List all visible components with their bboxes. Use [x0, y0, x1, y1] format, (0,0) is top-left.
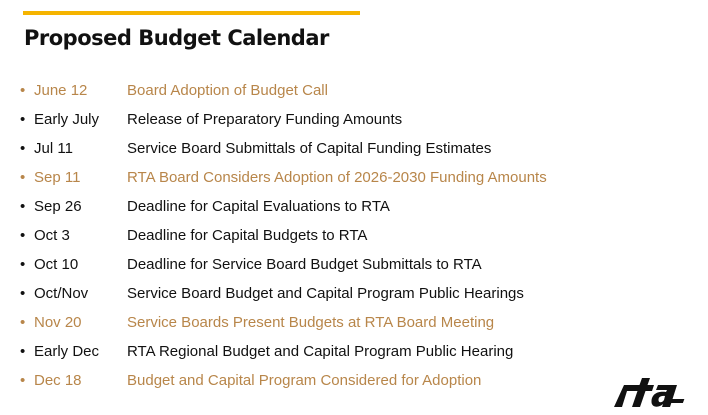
- logo-stroke: [669, 399, 684, 403]
- logo-letter-a: [651, 385, 677, 407]
- bullet-icon: •: [20, 140, 26, 157]
- calendar-date: Oct 3: [34, 227, 70, 244]
- calendar-event: Deadline for Capital Evaluations to RTA: [127, 198, 390, 215]
- calendar-item: [20, 221, 547, 250]
- calendar-date: June 12: [34, 82, 88, 99]
- bullet-icon: •: [20, 343, 26, 360]
- title-accent-bar: [23, 11, 360, 15]
- bullet-icon: •: [20, 169, 26, 186]
- calendar-date: Early July: [34, 111, 100, 128]
- calendar-date: Sep 26: [34, 198, 82, 215]
- calendar-item: [20, 76, 547, 105]
- bullet-icon: •: [20, 111, 26, 128]
- calendar-event: Service Board Budget and Capital Program Public Hearings: [127, 285, 524, 302]
- page-title: Proposed Budget Calendar: [24, 26, 329, 50]
- calendar-item: [20, 279, 547, 308]
- rta-logo-icon: [614, 378, 694, 408]
- calendar-item: [20, 134, 547, 163]
- calendar-item: [20, 337, 547, 366]
- bullet-icon: •: [20, 285, 26, 302]
- calendar-event: RTA Regional Budget and Capital Program Public Hearing: [127, 343, 514, 360]
- calendar-event: Board Adoption of Budget Call: [127, 82, 328, 99]
- calendar-item: [20, 366, 547, 395]
- calendar-item: [20, 308, 547, 337]
- calendar-date: Oct/Nov: [34, 285, 89, 302]
- bullet-icon: •: [20, 256, 26, 273]
- calendar-event: RTA Board Considers Adoption of 2026-2030 Funding Amounts: [127, 169, 547, 186]
- bullet-icon: •: [20, 227, 26, 244]
- calendar-date: Dec 18: [34, 372, 82, 389]
- calendar-event: Service Boards Present Budgets at RTA Board Meeting: [127, 314, 495, 331]
- calendar-event: Deadline for Service Board Budget Submittals to RTA: [127, 256, 482, 273]
- calendar-event: Deadline for Capital Budgets to RTA: [127, 227, 368, 244]
- calendar-date: Early Dec: [34, 343, 100, 360]
- calendar-event: Budget and Capital Program Considered for Adoption: [127, 372, 482, 389]
- calendar-date: Oct 10: [34, 256, 79, 273]
- calendar-date: Jul 11: [34, 140, 73, 157]
- calendar-item: [20, 163, 547, 192]
- calendar-item: [20, 105, 547, 134]
- calendar-item: [20, 192, 547, 221]
- calendar-date: Nov 20: [34, 314, 82, 331]
- calendar-event: Release of Preparatory Funding Amounts: [127, 111, 403, 128]
- bullet-icon: •: [20, 314, 26, 331]
- bullet-icon: •: [20, 198, 26, 215]
- calendar-item: [20, 250, 547, 279]
- logo-letter-t: [632, 378, 654, 407]
- calendar-date: Sep 11: [34, 169, 81, 186]
- bullet-icon: •: [20, 372, 26, 389]
- calendar-event: Service Board Submittals of Capital Funding Estimates: [127, 140, 492, 157]
- budget-calendar-list: [20, 76, 547, 395]
- bullet-icon: •: [20, 82, 26, 99]
